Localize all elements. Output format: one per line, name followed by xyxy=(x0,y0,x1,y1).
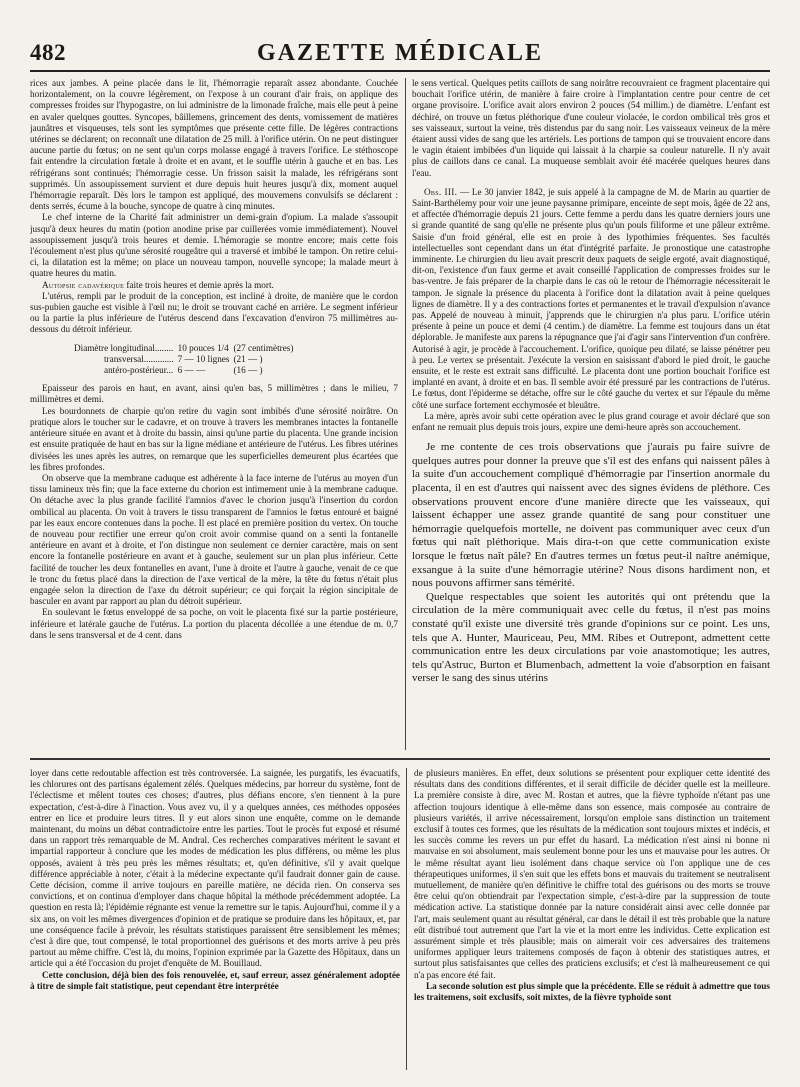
paragraph: le sens vertical. Quelques petits caillots de sang noirâtre recouvraient ce fragment placentaire qui bouchait l'orifice utérin, de manière à faire croire à l'implantation centre pour centre de cet organe provisoire. L'orifice avait alors environ 2 pouces (54 millim.) de diamètre. L'enfant est déchiré, on trouve un fœtus pléthorique d'une couleur violacée, le cordon ombilical très gros et ses vaisseaux, surtout la veine, très distendus par du sang noir. Les vaisseaux veineux de la mère étaient aussi vides de sang que les artériels. Les portions de tampon qui se trouvaient encore dans le vagin étaient imbibées d'un liquide qui laissait à la charpie sa couleur naturelle. Il n'y avait plus de caillots dans ce canal. La muqueuse semblait avoir été macérée quelques heures dans l'eau. xyxy=(412,78,770,178)
table-row xyxy=(74,343,297,354)
paragraph: On observe que la membrane caduque est adhérente à la face interne de l'utérus au moyen d'un tissu lamineux très fin; que la face externe du chorion est intimement unie à la membrane caduque. On détache avec la plus grande facilité l'amnios d'avec le chorion jusqu'à l'insertion du cordon ombilical au placenta. On voit à travers le tissu transparent de l'amnios le fœtus entouré et baigné par les eaux encore contenues dans la poche. Il est placé en première position du vertex. On touche de nouveau pour rectifier une erreur qu'on croit avoir commise quand on a senti la fontanelle antérieure en avant et à droite, et l'on distingue non seulement ce dernier caractère, mais on sent encore la fontanelle postérieure en avant et à gauche, seulement sur un plan plus inférieur. Cette facilité de toucher les deux fontanelles en avant, l'une à droite et l'autre à gauche, venait de ce que le tronc du fœtus placé dans la direction de l'axe vertical de la mère, la tête du fœtus n'était plus engagée selon la direction de l'axe du détroit supérieur; ce qui forçait la région sincipitale de basculer en avant par rapport au plan du détroit supérieur. xyxy=(30,472,398,607)
measure-metric: (16 — ) xyxy=(233,365,263,376)
column-divider xyxy=(406,768,407,1070)
page-number: 482 xyxy=(30,40,66,65)
table-row xyxy=(74,365,297,376)
autopsy-label: Autopsie cadavérique xyxy=(42,279,125,290)
paragraph: loyer dans cette redoutable affection est très controversée. La saignée, les purgatifs, les évacuatifs, les chlorures ont des partisans également zélés. Quelques médecins, par horreur du système, font de l'éclectisme et mêlent toutes ces choses; d'autres, plus défians encore, s'en tiennent à la pure expectation, c'est-à-dire à l'inaction. Vous avez vu, il y a quelques années, ces méthodes opposées entrer en lice et produire leurs titres. Il y eut alors sinon une enquête, comme on le demande maintenant, du moins un débat contradictoire entre les parties. Tout le procès fut exposé et résumé dans un rapport très remarquable de M. Andral. Ces recherches comparatives méritent le savant et impartial rapporteur à conclure que les modes de médication les plus différens, ou même les plus opposés, avaient à très peu près les mêmes résultats; et, qu'en définitive, s'il y avait quelque différence appréciable à noter, c'était à la médecine expectante qu'il faudrait donner gain de cause. Cette décision, comme il arrive toujours en pareille matière, ne décida rien. On conserva ses convictions, et on continua d'employer dans chaque hôpital la méthode précédemment adoptée. La question en resta là; l'épidémie régnante est venue la remettre sur le tapis. Aujourd'hui, comme il y a six ans, on voit les mêmes divergences d'opinion et de pratique se produire dans les hôpitaux, et, par une conséquence facile à prévoir, les résultats statistiques paraissent être sensiblement les mêmes; c'est à dire que, tout compensé, le total proportionnel des guérisons et des morts arrive à peu près partout au même chiffre. C'est là, du moins, l'opinion exprimée par la Gazette des Hôpitaux, dans un article qui a été l'occasion du projet d'enquête de M. Bouillaud. xyxy=(30,768,400,969)
observation-paragraph xyxy=(412,187,770,411)
paragraph: La seconde solution est plus simple que la précédente. Elle se réduit à admettre que tous les traitemens, soit exclusifs, soit mixtes, de la fièvre typhoïde sont xyxy=(414,980,770,1003)
paragraph: Epaisseur des parois en haut, en avant, ainsi qu'en bas, 5 millimètres ; dans le milieu, 7 millimètres et demi. xyxy=(30,383,398,405)
header-rule xyxy=(30,70,770,72)
paragraph: Quelque respectables que soient les autorités qui ont prétendu que la circulation de la mère communiquait avec celle du fœtus, il n'est pas moins constaté qu'il existe une diversité très grande d'opinions sur ce point. Les uns, tels que A. Hunter, Mauriceau, Peu, MM. Ribes et Outrepont, admettent cette communication entre les deux circulations par voie anastomotique; les autres, tels qu'Astruc, Burton et Blumenbach, admettent la voie d'absorption en faisant verser le sang des sinus utérins xyxy=(412,590,770,685)
measure-metric: (21 — ) xyxy=(233,353,263,364)
measurements-table xyxy=(74,343,297,377)
measure-metric: (27 centimètres) xyxy=(233,342,294,353)
lower-left-column xyxy=(30,768,400,1070)
paragraph: Le chef interne de la Charité fait administrer un demi-grain d'opium. La malade s'assoupit jusqu'à deux heures du matin (potion anodine prise par cuillerées vomie immédiatement). Nouvel assoupissement jusqu'à trois heures et demie. L'hémoragie se montre encore; mais cette fois l'écoulement n'est plus qu'une sérosité rougeâtre qui a traversé et imbibé le tampon. On retire celui-ci, la dilatation est la même; on place un nouveau tampon, nouvelle syncope; la malade meurt à quatre heures du matin. xyxy=(30,212,398,279)
measure-label: transversal............. xyxy=(104,353,174,364)
paragraph: La mère, après avoir subi cette opération avec le plus grand courage et avoir déclaré que son enfant ne remuait plus depuis trois jours, expire une demi-heure après son accouchement. xyxy=(412,410,770,433)
autopsy-paragraph xyxy=(30,280,398,291)
spacer xyxy=(412,179,770,187)
measure-value: 6 — — xyxy=(177,365,206,376)
page-header xyxy=(30,40,770,68)
measure-label: antéro-postérieur... xyxy=(104,365,174,376)
measure-value: 7 — 10 lignes xyxy=(177,353,230,364)
upper-right-column xyxy=(412,78,770,750)
paragraph: Cette conclusion, déjà bien des fois renouvelée, et, sauf erreur, assez généralement adoptée à titre de simple fait statistique, peut cependant être interprétée xyxy=(30,969,400,991)
journal-title: GAZETTE MÉDICALE xyxy=(256,40,544,66)
measure-value: 10 pouces 1/4 xyxy=(177,342,229,353)
observation-text: — Le 30 janvier 1842, je suis appelé à la campagne de M. de Marin au quartier de Saint-Barthélemy pour voir une jeune paysanne primipare, enceinte de sept mois, âgée de 22 ans, et affectée d'hémorragie depuis 21 jours. Cette femme a perdu dans les quatre derniers jours une si grande quantité de sang qu'elle ne présente plus qu'un pouls filiforme et une pâleur extrême. Saisie d'un froid général, elle est en proie à des lypothimies fréquentes. Ses facultés intellectuelles sont cependant dans un état d'intégrité parfaite. Je pronostique une catastrophe imminente. Le chirurgien du lieu avait prescrit deux paquets de seigle ergoté, avait diagnostiqué, dit-on, l'existence d'un faux germe et avait conseillé l'application de compresses froides sur le bas-ventre. Je fais préparer de la charpie dans le cas où le retour de l'hémorragie nécessiterait le tampon. Je signale la présence du placenta à l'orifice dont la dilatation avait à peine quelques lignes de diamètre. Il y a des contractions fortes et permanentes et le travail d'expulsion n'avance pas. Appelé de nouveau à minuit, j'apprends que le chirurgien n'a plus paru. L'orifice utérin présente à peine un pouce et demi (4 centim.) de diamètre. La femme est toujours dans un état déplorable. Je manifeste aux parens la répugnance que j'ai d'agir sans l'intervention d'un confrère. Autorisé à agir, je procède à l'accouchement. L'orifice, quoique peu dilaté, se laisse pénétrer peu à peu. Le vertex se présentait. J'exécute la version en saisissant d'abord le pied droit, le gauche ensuite, et le reste est extrait sans difficulté. Le placenta dont une portion bouchait l'orifice est implanté en avant, à droite et en bas. Il semble avoir été pressuré par les contractions de l'utérus. Le fœtus, dont l'épiderme se détache, offre sur le côté gauche du vertex et sur l'épaule du même côté une surface fortement ecchymosée et bleuâtre. xyxy=(412,186,770,410)
spacer xyxy=(412,433,770,441)
upper-left-column xyxy=(30,78,398,750)
paragraph: En soulevant le fœtus enveloppé de sa poche, on voit le placenta fixé sur la partie postérieure, inférieure et latérale gauche de l'utérus. La portion du placenta décollée a une étendue de m. 0,7 dans le sens transversal et de 4 cent. dans xyxy=(30,607,398,640)
autopsy-text: faite trois heures et demie après la mort. xyxy=(124,279,274,290)
paragraph: L'utérus, rempli par le produit de la conception, est incliné à droite, de manière que le cordon sus-pubien gauche est visible à l'œil nu; le droit se trouvant caché en arrière. Le segment inférieur ou la partie la plus inférieure de l'utérus descend dans l'excavation d'environ 75 millimètres au-dessous du détroit inférieur. xyxy=(30,290,398,335)
paragraph: rices aux jambes. A peine placée dans le lit, l'hémorragie reparaît assez abondante. Couchée horizontalement, on la couvre légèrement, on l'expose à un courant d'air frais, on applique des compresses froides sur l'hypogastre, on lui administre de la limonade fraîche, mais elle peut à peine en avaler quelques gouttes. Syncopes, bâillemens, grincement des dents, vomissement de matières jaunâtres et visqueuses, tels sont les symptômes que présente cette fille. De légères contractions utérines se déclarent; on reconnaît une dilatation de 25 mill. à l'orifice utérin. On ne peut distinguer aucune partie du fœtus; on ne sent qu'un corps molasse engagé à travers l'orifice. Le stéthoscope fait entendre la circulation fœtale à droite et en avant, et le souffle utérin à gauche et en bas. Les réfrigérans sont continués; l'hémorragie cesse. Un frisson saisit la malade, les réfrigérans sont supprimés. Un assoupissement survient et dure depuis huit heures jusqu'à dix, moment auquel l'hémorragie reparaît. Dès lors le tampon est appliqué, des mouvemens convulsifs se déclarent : dents serrés, écume à la bouche, syncope de quatre à cinq minutes. xyxy=(30,78,398,212)
paragraph: de plusieurs manières. En effet, deux solutions se présentent pour expliquer cette identité des résultats dans des conditions différentes, et il serait difficile de décider quelle est la meilleure. La première consiste à dire, avec M. Rostan et autres, que la fièvre typhoïde n'étant pas une affection toujours identique à elle-même dans son essence, mais composée au contraire de plusieurs variétés, il arrive nécessairement, lorsqu'on emploie sans distinction un traitement exclusif à toutes ces formes, que les résultats de la médication sont toujours mixtes et indécis, et les succès comme les revers un pur effet du hasard. La médication n'est ainsi ni bonne ni mauvaise en soi absolument, mais seulement bonne pour les uns et mauvaise pour les autres. Or le même résultat ayant lieu isolément dans chaque service où l'on applique une de ces thérapeutiques uniformes, il s'en suit que les effets bons et mauvais du traitement se neutralisent mutuellement, de manière qu'en définitive le chiffre total des guérisons ou des morts se trouve être celui qu'on obtiendrait par l'expectation simple, c'est-à-dire par la suppression de toute médication active. La statistique donnée par la nature considérait ainsi avec celle donnée par l'art, mais seulement quant au résultat général, car dans le détail il est très probable que la nature eût distribué tout autrement que l'art la vie et la mort entre les individus. Cette explication est assurément simple et très plausible; mais on aimerait voir ces adversaires des traitemens uniformes appliquer leurs traitemens composés de façon à obtenir des statistiques autres, et surtout plus satisfaisantes que celles des praticiens exclusifs; et c'est là malheureusement ce qui n'a pas encore été fait. xyxy=(414,768,770,980)
section-rule xyxy=(30,758,770,760)
observation-label: Obs. III. xyxy=(424,186,458,197)
discussion-section xyxy=(412,441,770,686)
lower-right-column xyxy=(414,768,770,1070)
column-divider xyxy=(405,78,406,750)
paragraph: Je me contente de ces trois observations que j'aurais pu faire suivre de quelques autres pour donner la preuve que s'il est des enfans qui naissent pâles à la suite d'un accouchement compliqué d'hémorragie par l'insertion anormale du placenta, il en est d'autres qui naissent avec des signes évidens de pléthore. Ces observations prouvent encore d'une manière directe que les vaisseaux, qui laissent échapper une assez grande quantité de sang pour constituer une hémorragie quelquefois mortelle, ne doivent pas communiquer avec ceux d'un fœtus qui naît pléthorique. Mais dira-t-on que cette communication existe lorsque le fœtus naît pâle? En d'autres termes un fœtus peut-il naître anémique, exsangue à la suite d'une hémorragie utérine? Nous disons hardiment non, et nous pouvons affirmer sans témérité. xyxy=(412,441,770,590)
table-row xyxy=(74,354,297,365)
paragraph: Les bourdonnets de charpie qu'on retire du vagin sont imbibés d'une sérosité noirâtre. On pratique alors le toucher sur le cadavre, et on trouve à travers les membranes intactes la fontanelle antérieure située en avant et à droite du bassin, ainsi qu'une partie du placenta. Une grande incision est ensuite pratiquée de haut en bas sur la ligne médiane et antérieure de l'utérus. Les fibres utérines divisées les unes après les autres, on remarque que les superficielles demeurent plus écartées que les fibres profondes. xyxy=(30,405,398,472)
measure-label: Diamètre longitudinal........ xyxy=(74,342,174,353)
